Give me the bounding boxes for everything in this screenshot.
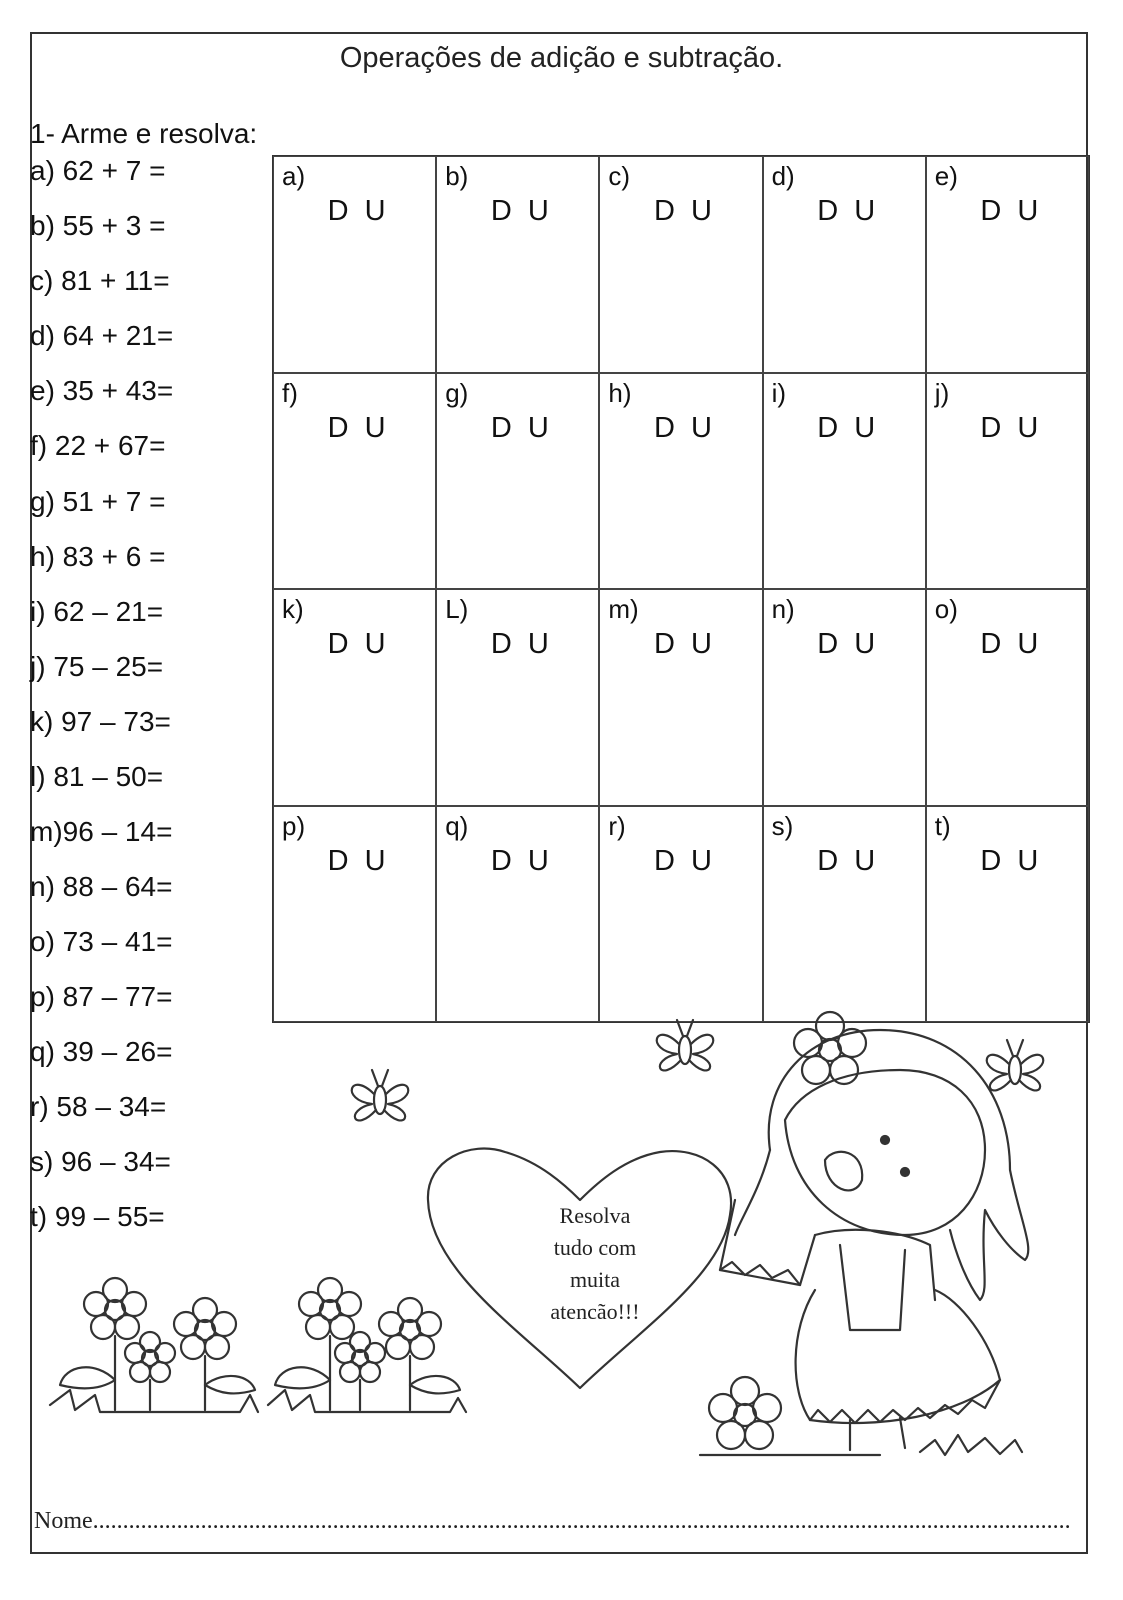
- flower-icon: [174, 1298, 255, 1410]
- exercise-h: h) 83 + 6 =: [30, 541, 166, 572]
- exercise-e: e) 35 + 43=: [30, 375, 174, 406]
- exercise-q: q) 39 – 26=: [30, 1036, 173, 1067]
- cell-label: m): [608, 594, 639, 624]
- heart-message-line: tudo com: [553, 1235, 637, 1260]
- place-value-header: D U: [654, 628, 716, 660]
- cell-label: a): [282, 161, 306, 191]
- butterfly-icon: [987, 1040, 1043, 1090]
- heart-message-line: muita: [569, 1267, 621, 1292]
- place-value-header: D U: [327, 195, 390, 227]
- exercise-g: g) 51 + 7 =: [30, 486, 166, 517]
- exercise-n: n) 88 – 64=: [30, 871, 173, 902]
- place-value-header: D U: [490, 628, 553, 660]
- heart-message: [495, 1200, 695, 1328]
- cell-label: k): [282, 594, 304, 624]
- cell-label: h): [608, 377, 632, 408]
- cell-label: d): [771, 161, 795, 191]
- exercise-f: f) 22 + 67=: [30, 430, 166, 461]
- cell-label: q): [445, 810, 469, 841]
- cell-label: p): [282, 810, 306, 841]
- exercise-m: m)96 – 14=: [30, 816, 173, 847]
- place-value-header: D U: [654, 195, 716, 227]
- cell-label: n): [771, 594, 795, 624]
- place-value-header: D U: [817, 844, 880, 877]
- exercise-s: s) 96 – 34=: [30, 1146, 171, 1177]
- cell-label: g): [445, 377, 469, 408]
- place-value-header: D U: [817, 411, 880, 444]
- exercise-r: r) 58 – 34=: [30, 1091, 167, 1122]
- place-value-header: D U: [327, 628, 390, 660]
- exercise-c: c) 81 + 11=: [30, 265, 170, 296]
- girl-illustration: [700, 1012, 1028, 1455]
- place-value-header: D U: [327, 844, 390, 877]
- cell-label: o): [934, 594, 958, 624]
- flower-icon: [709, 1377, 781, 1449]
- exercise-b: b) 55 + 3 =: [30, 210, 166, 241]
- exercise-i: i) 62 – 21=: [30, 596, 164, 627]
- exercise-o: o) 73 – 41=: [30, 926, 173, 957]
- cell-label: c): [608, 161, 631, 191]
- heart-message-line: Resolva: [559, 1203, 631, 1228]
- place-value-header: D U: [490, 195, 553, 227]
- place-value-header: D U: [980, 195, 1043, 227]
- cell-label: r): [608, 810, 626, 841]
- place-value-header: D U: [490, 411, 553, 444]
- place-value-header: D U: [654, 844, 716, 877]
- name-field[interactable]: Nome...................................................................................................................................................................: [34, 1508, 1071, 1534]
- exercise-k: k) 97 – 73=: [30, 706, 171, 737]
- exercise-a: a) 62 + 7 =: [30, 155, 166, 186]
- flower-icon: [379, 1298, 460, 1410]
- cell-label: e): [934, 161, 958, 191]
- cell-label: b): [445, 161, 469, 191]
- exercise-l: l) 81 – 50=: [30, 761, 164, 792]
- place-value-header: D U: [980, 411, 1043, 444]
- flower-icon: [125, 1332, 175, 1410]
- worksheet-title: Operações de adição e subtração.: [339, 42, 784, 74]
- butterfly-icon: [352, 1070, 408, 1120]
- butterfly-icon: [657, 1020, 713, 1070]
- exercise-p: p) 87 – 77=: [30, 981, 173, 1012]
- exercise-d: d) 64 + 21=: [30, 320, 174, 351]
- heart-message-line: atencão!!!: [550, 1299, 640, 1324]
- exercise-heading: 1- Arme e resolva:: [30, 118, 258, 149]
- cell-label: i): [771, 377, 787, 408]
- place-value-header: D U: [980, 628, 1043, 660]
- place-value-header: D U: [490, 844, 553, 877]
- cell-label: s): [771, 810, 794, 841]
- cell-label: f): [282, 377, 298, 408]
- cell-label: j): [934, 377, 950, 408]
- place-value-header: D U: [817, 628, 880, 660]
- flower-icon: [335, 1332, 385, 1410]
- exercise-t: t) 99 – 55=: [30, 1201, 165, 1232]
- cell-label: t): [934, 810, 951, 841]
- exercise-j: j) 75 – 25=: [30, 651, 164, 682]
- place-value-header: D U: [980, 844, 1043, 877]
- place-value-header: D U: [817, 195, 880, 227]
- place-value-header: D U: [327, 411, 390, 444]
- place-value-header: D U: [654, 411, 716, 444]
- cell-label: L): [445, 594, 469, 624]
